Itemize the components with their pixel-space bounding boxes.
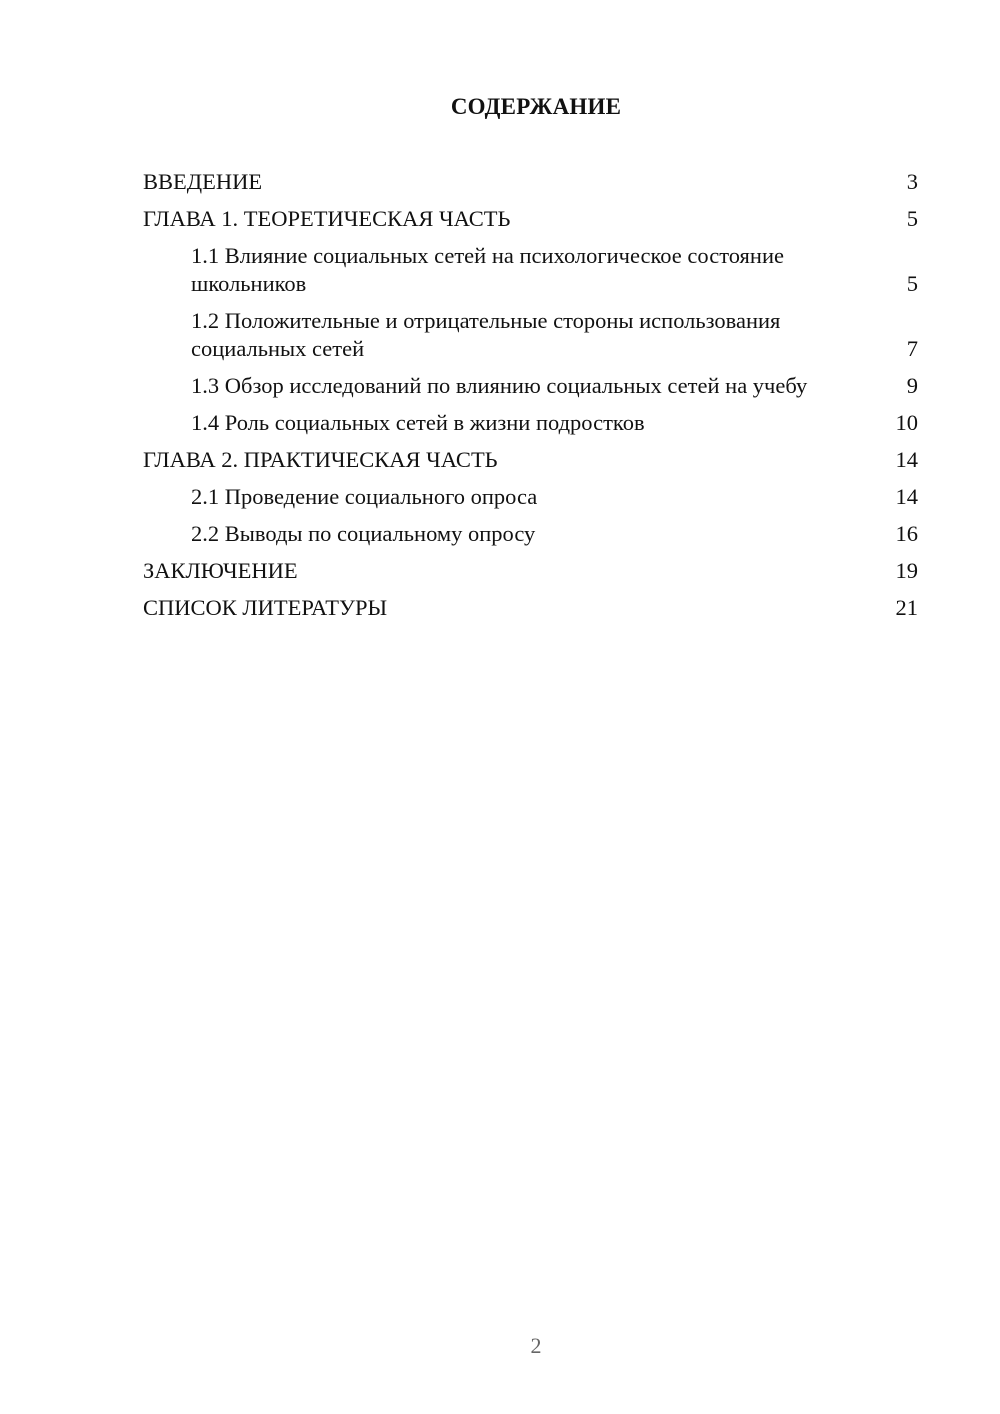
page-number: 2	[530, 1333, 542, 1358]
toc-entry-chapter-2[interactable]	[143, 446, 918, 474]
toc-entry-text: 1.3 Обзор исследований по влиянию социальных сетей на учебу	[191, 373, 808, 398]
toc-entry-section-2-2[interactable]	[143, 520, 918, 548]
toc-entry-page: 5	[906, 206, 918, 231]
toc-entry-page: 10	[895, 410, 918, 435]
toc-entry-page: 3	[906, 169, 918, 194]
toc-entry-section-1-4[interactable]	[143, 409, 918, 437]
table-of-contents	[143, 168, 918, 631]
toc-entry-text: СПИСОК ЛИТЕРАТУРЫ	[143, 595, 388, 620]
toc-entry-text: ГЛАВА 2. ПРАКТИЧЕСКАЯ ЧАСТЬ	[143, 447, 498, 472]
toc-entry-text: 1.4 Роль социальных сетей в жизни подростков	[191, 410, 645, 435]
toc-entry-page: 14	[895, 484, 918, 509]
toc-entry-section-1-1[interactable]	[143, 242, 918, 298]
toc-entry-references[interactable]	[143, 594, 918, 622]
toc-entry-text: ЗАКЛЮЧЕНИЕ	[143, 558, 298, 583]
toc-entry-page: 9	[906, 373, 918, 398]
toc-title: СОДЕРЖАНИЕ	[450, 94, 622, 119]
toc-entry-section-1-3[interactable]	[143, 372, 918, 400]
toc-entry-section-1-2[interactable]	[143, 307, 918, 363]
toc-entry-page: 21	[895, 595, 918, 620]
toc-entry-section-2-1[interactable]	[143, 483, 918, 511]
toc-entry-text: 2.1 Проведение социального опроса	[191, 484, 538, 509]
toc-entry-page: 5	[906, 271, 918, 296]
toc-entry-text: 1.1 Влияние социальных сетей на психологическое состояние школьников	[191, 243, 784, 296]
toc-entry-page: 7	[906, 336, 918, 361]
toc-entry-page: 19	[895, 558, 918, 583]
toc-entry-page: 16	[895, 521, 918, 546]
toc-entry-text: 2.2 Выводы по социальному опросу	[191, 521, 536, 546]
toc-entry-text: ГЛАВА 1. ТЕОРЕТИЧЕСКАЯ ЧАСТЬ	[143, 206, 511, 231]
toc-entry-introduction[interactable]	[143, 168, 918, 196]
toc-entry-conclusion[interactable]	[143, 557, 918, 585]
toc-entry-text: ВВЕДЕНИЕ	[143, 169, 263, 194]
toc-entry-text: 1.2 Положительные и отрицательные стороны использования социальных сетей	[191, 308, 781, 361]
toc-entry-page: 14	[895, 447, 918, 472]
toc-entry-chapter-1[interactable]	[143, 205, 918, 233]
